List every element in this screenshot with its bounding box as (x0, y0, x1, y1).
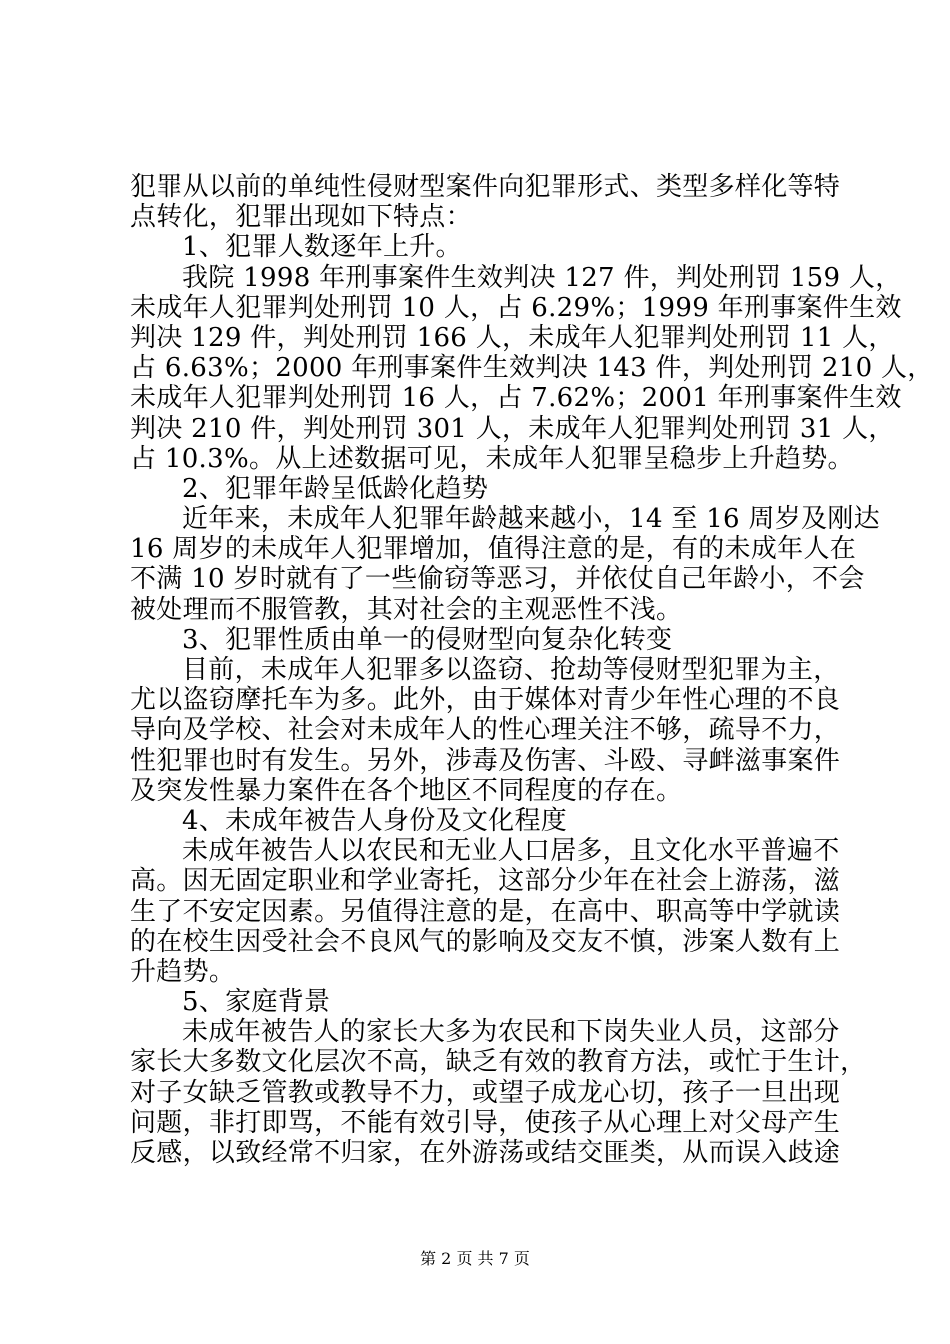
section-heading-1: 1、犯罪人数逐年上升。 (182, 232, 462, 263)
body-text (130, 172, 934, 1168)
text-line: 的在校生因受社会不良风气的影响及交友不慎，涉案人数有上 (130, 926, 841, 957)
text-line: 未成年人犯罪判处刑罚 10 人，占 6.29%；1999 年刑事案件生效 (130, 292, 902, 323)
text-line: 未成年被告人以农民和无业人口居多，且文化水平普遍不 (182, 836, 840, 867)
section-heading-4: 4、未成年被告人身份及文化程度 (182, 805, 568, 836)
text-line: 未成年人犯罪判处刑罚 16 人，占 7.62%；2001 年刑事案件生效 (130, 383, 902, 414)
text-line: 性犯罪也时有发生。另外，涉毒及伤害、斗殴、寻衅滋事案件 (130, 745, 841, 776)
text-line: 尤以盗窃摩托车为多。此外，由于媒体对青少年性心理的不良 (130, 685, 841, 716)
text-line: 生了不安定因素。另值得注意的是，在高中、职高等中学就读 (130, 896, 841, 927)
text-line: 我院 1998 年刑事案件生效判决 127 件，判处刑罚 159 人， (182, 262, 902, 293)
text-line: 近年来，未成年人犯罪年龄越来越小，14 至 16 周岁及刚达 (182, 504, 880, 535)
section-heading-5: 5、家庭背景 (182, 987, 331, 1018)
page-number-footer: 第 2 页 共 7 页 (420, 1249, 530, 1268)
section-heading-2: 2、犯罪年龄呈低龄化趋势 (182, 473, 489, 504)
text-line: 判决 210 件，判处刑罚 301 人，未成年人犯罪判处刑罚 31 人， (130, 413, 895, 444)
text-line: 未成年被告人的家长大多为农民和下岗失业人员，这部分 (182, 1017, 840, 1048)
text-line: 对子女缺乏管教或教导不力，或望子成龙心切，孩子一旦出现 (130, 1077, 841, 1108)
text-line: 目前，未成年人犯罪多以盗窃、抢劫等侵财型犯罪为主， (182, 655, 840, 685)
text-line: 及突发性暴力案件在各个地区不同程度的存在。 (130, 775, 683, 806)
text-line: 占 10.3%。从上述数据可见，未成年人犯罪呈稳步上升趋势。 (130, 443, 854, 474)
text-line: 不满 10 岁时就有了一些偷窃等恶习，并依仗自己年龄小，不会 (130, 564, 865, 595)
text-line: 16 周岁的未成年人犯罪增加，值得注意的是，有的未成年人在 (130, 534, 857, 565)
text-line: 升趋势。 (130, 956, 236, 987)
text-line: 占 6.63%；2000 年刑事案件生效判决 143 件，判处刑罚 210 人， (130, 353, 934, 384)
text-line: 导向及学校、社会对未成年人的性心理关注不够，疏导不力， (130, 715, 841, 746)
text-line: 判决 129 件，判处刑罚 166 人，未成年人犯罪判处刑罚 11 人， (130, 322, 895, 353)
text-line: 家长大多数文化层次不高，缺乏有效的教育方法，或忙于生计， (130, 1047, 867, 1078)
text-line: 点转化，犯罪出现如下特点： (130, 202, 472, 233)
text-line: 被处理而不服管教，其对社会的主观恶性不浅。 (130, 594, 683, 625)
text-line: 反感，以致经常不归家，在外游荡或结交匪类，从而误入歧途 (130, 1138, 841, 1168)
section-heading-3: 3、犯罪性质由单一的侵财型向复杂化转变 (182, 624, 673, 655)
text-line: 犯罪从以前的单纯性侵财型案件向犯罪形式、类型多样化等特 (130, 172, 841, 202)
text-line: 高。因无固定职业和学业寄托，这部分少年在社会上游荡，滋 (130, 866, 841, 897)
text-line: 问题，非打即骂，不能有效引导，使孩子从心理上对父母产生 (130, 1107, 841, 1138)
